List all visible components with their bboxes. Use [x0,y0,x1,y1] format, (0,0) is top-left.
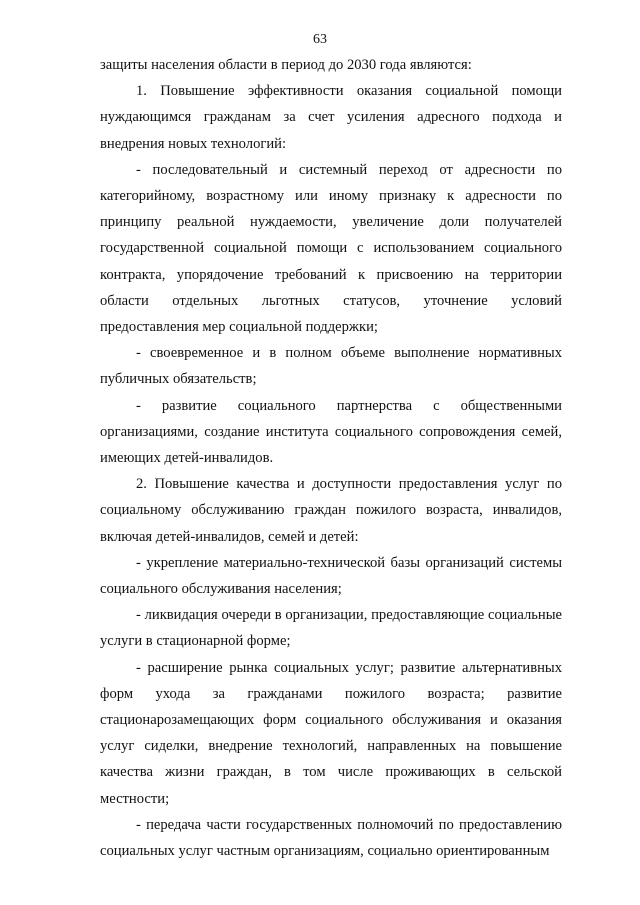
paragraph-goal-2-item-4: - передача части государственных полномочий по предоставлению социальных услуг частным организациям, социально ориентированным [100,816,562,860]
paragraph-goal-2: 2. Повышение качества и доступности предоставления услуг по социальному обслуживанию граждан пожилого возраста, инвалидов, включая детей-инвалидов, семей и детей: [100,476,562,545]
page-number: 63 [313,32,327,47]
paragraph-goal-2-item-2: - ликвидация очереди в организации, предоставляющие социальные услуги в стационарной форме; [100,607,562,650]
paragraph-intro-continuation: защиты населения области в период до 2030 года являются: [100,57,472,73]
document-body [100,52,562,864]
paragraph-goal-1: 1. Повышение эффективности оказания социальной помощи нуждающимся гражданам за счет усиления адресного подхода и внедрения новых технологий: [100,83,562,152]
paragraph-goal-1-item-1: - последовательный и системный переход от адресности по категорийному, возрастному или иному признаку к адресности по принципу реальной нуждаемости, увеличение доли получателей государственной социальной помощи с использованием социального контракта, упорядочение требований к присвоению на территории области отдельных льготных статусов, уточнение условий предоставления мер социальной поддержки; [100,161,562,336]
paragraph-goal-2-item-3: - расширение рынка социальных услуг; развитие альтернативных форм ухода за гражданами пожилого возраста; развитие стационарозамещающих форм социального обслуживания и оказания услуг сиделки, внедрение технологий, направленных на повышение качества жизни граждан, в том числе проживающих в сельской местности; [100,659,562,807]
paragraph-goal-2-item-1: - укрепление материально-технической базы организаций системы социального обслуживания населения; [100,554,562,598]
paragraph-goal-1-item-3: - развитие социального партнерства с общественными организациями, создание института социального сопровождения семей, имеющих детей-инвалидов. [100,397,562,467]
paragraph-goal-1-item-2: - своевременное и в полном объеме выполнение нормативных публичных обязательств; [100,345,562,388]
